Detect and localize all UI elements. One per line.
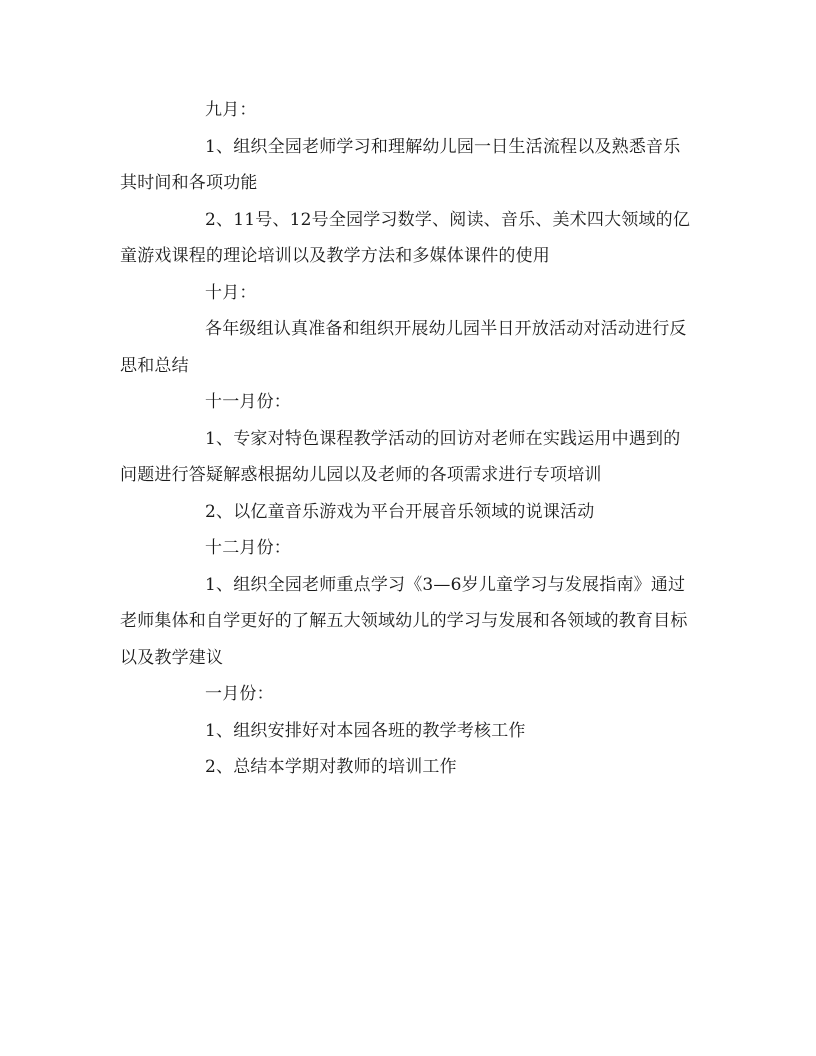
paragraph: 1、组织全园老师学习和理解幼儿园一日生活流程以及熟悉音乐其时间和各项功能	[120, 136, 681, 193]
heading-november: 十一月份：	[205, 392, 291, 412]
document-body	[120, 92, 692, 786]
paragraph: 1、组织全园老师重点学习《3—6岁儿童学习与发展指南》通过老师集体和自学更好的了解五大领域幼儿的学习与发展和各领域的教育目标以及教学建议	[120, 574, 688, 668]
paragraph: 2、以亿童音乐游戏为平台开展音乐领域的说课活动	[205, 501, 595, 522]
heading-october: 十月：	[205, 282, 257, 303]
heading-september: 九月：	[205, 100, 257, 120]
paragraph: 各年级组认真准备和组织开展幼儿园半日开放活动对活动进行反思和总结	[120, 319, 687, 376]
paragraph: 1、组织安排好对本园各班的教学考核工作	[205, 720, 526, 741]
heading-january: 一月份：	[205, 684, 274, 704]
paragraph: 2、11号、12号全园学习数学、阅读、音乐、美术四大领域的亿童游戏课程的理论培训以及教学方法和多媒体课件的使用	[120, 209, 691, 266]
heading-december: 十二月份：	[205, 538, 291, 558]
paragraph: 1、专家对特色课程教学活动的回访对老师在实践运用中遇到的问题进行答疑解惑根据幼儿园以及老师的各项需求进行专项培训	[120, 428, 681, 485]
paragraph: 2、总结本学期对教师的培训工作	[205, 757, 457, 777]
